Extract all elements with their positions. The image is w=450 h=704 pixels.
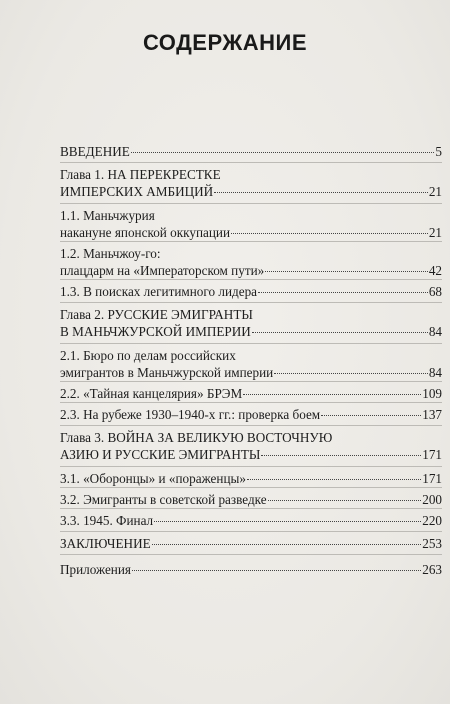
- toc-page-number: 21: [428, 184, 442, 199]
- toc-page-number: 171: [422, 447, 442, 462]
- dot-leader: [152, 544, 422, 545]
- section-title: 2.2. «Тайная канцелярия» БРЭМ: [60, 386, 243, 401]
- toc-section-1-1[interactable]: [60, 203, 442, 241]
- dot-leader: [261, 455, 421, 456]
- page-title: СОДЕРЖАНИЕ: [142, 30, 308, 55]
- section-title-line1: 1.1. Маньчжурия: [60, 208, 155, 223]
- toc-page-number: 171: [422, 471, 442, 486]
- toc-section-1-3[interactable]: [60, 279, 442, 300]
- dot-leader: [265, 271, 428, 272]
- section-title-line2: эмигрантов в Маньчжурской империи: [60, 365, 274, 380]
- section-title: 3.1. «Оборонцы» и «пораженцы»: [60, 471, 246, 486]
- toc-section-3-2[interactable]: [60, 487, 442, 508]
- dot-leader: [247, 479, 421, 480]
- dot-leader: [132, 570, 421, 571]
- section-title-line2: накануне японской оккупации: [60, 225, 231, 240]
- toc-page-number: 5: [435, 144, 442, 159]
- dot-leader: [321, 415, 421, 416]
- section-title: 3.2. Эмигранты в советской разведке: [60, 492, 267, 507]
- toc-page-number: 42: [428, 263, 442, 278]
- chapter-title-line1: Глава 2. РУССКИЕ ЭМИГРАНТЫ: [60, 307, 253, 322]
- chapter-title-line2: В МАНЬЧЖУРСКОЙ ИМПЕРИИ: [60, 324, 251, 339]
- dot-leader: [154, 521, 421, 522]
- toc-section-1-2[interactable]: [60, 241, 442, 279]
- toc-chapter-1[interactable]: [60, 166, 442, 303]
- dot-leader: [131, 152, 435, 153]
- chapter-title-line1: Глава 3. ВОЙНА ЗА ВЕЛИКУЮ ВОСТОЧНУЮ: [60, 430, 333, 445]
- dot-leader: [268, 500, 422, 501]
- toc-page-number: 84: [428, 365, 442, 380]
- toc-page-number: 137: [422, 407, 442, 422]
- toc-page-number: 109: [422, 386, 442, 401]
- toc-section-2-2[interactable]: [60, 381, 442, 402]
- toc-section-3-3[interactable]: [60, 508, 442, 529]
- dot-leader: [274, 373, 428, 374]
- toc-entry-title: ВВЕДЕНИЕ: [60, 144, 130, 159]
- dot-leader: [258, 292, 428, 293]
- toc-page-number: 263: [422, 562, 442, 577]
- dot-leader: [214, 192, 428, 193]
- toc-appendix[interactable]: [60, 561, 442, 580]
- toc-intro[interactable]: [60, 143, 442, 163]
- toc-page-number: 200: [422, 492, 442, 507]
- toc-page-number: 21: [428, 225, 442, 240]
- toc-section-3-1[interactable]: [60, 466, 442, 487]
- toc-entry-title: ЗАКЛЮЧЕНИЕ: [60, 536, 151, 551]
- table-of-contents: [60, 143, 442, 580]
- section-title: 3.3. 1945. Финал: [60, 513, 154, 528]
- toc-chapter-3[interactable]: [60, 429, 442, 532]
- dot-leader: [231, 233, 428, 234]
- chapter-title-line2: ИМПЕРСКИХ АМБИЦИЙ: [60, 184, 214, 199]
- toc-section-2-3[interactable]: [60, 402, 442, 423]
- toc-chapter-2[interactable]: [60, 306, 442, 426]
- chapter-title-line2: АЗИЮ И РУССКИЕ ЭМИГРАНТЫ: [60, 447, 261, 462]
- dot-leader: [252, 332, 428, 333]
- toc-entry-title: Приложения: [60, 562, 131, 577]
- chapter-title-line1: Глава 1. НА ПЕРЕКРЕСТКЕ: [60, 167, 221, 182]
- toc-page-number: 253: [422, 536, 442, 551]
- toc-page-number: 84: [428, 324, 442, 339]
- toc-section-2-1[interactable]: [60, 343, 442, 381]
- section-title-line1: 2.1. Бюро по делам российских: [60, 348, 236, 363]
- dot-leader: [243, 394, 421, 395]
- toc-conclusion[interactable]: [60, 535, 442, 555]
- toc-page-number: 68: [428, 284, 442, 299]
- section-title: 2.3. На рубеже 1930–1940-х гг.: проверка боем: [60, 407, 321, 422]
- section-title-line2: плацдарм на «Императорском пути»: [60, 263, 265, 278]
- section-title: 1.3. В поисках легитимного лидера: [60, 284, 258, 299]
- section-title-line1: 1.2. Маньчжоу-го:: [60, 246, 161, 261]
- toc-page-number: 220: [422, 513, 442, 528]
